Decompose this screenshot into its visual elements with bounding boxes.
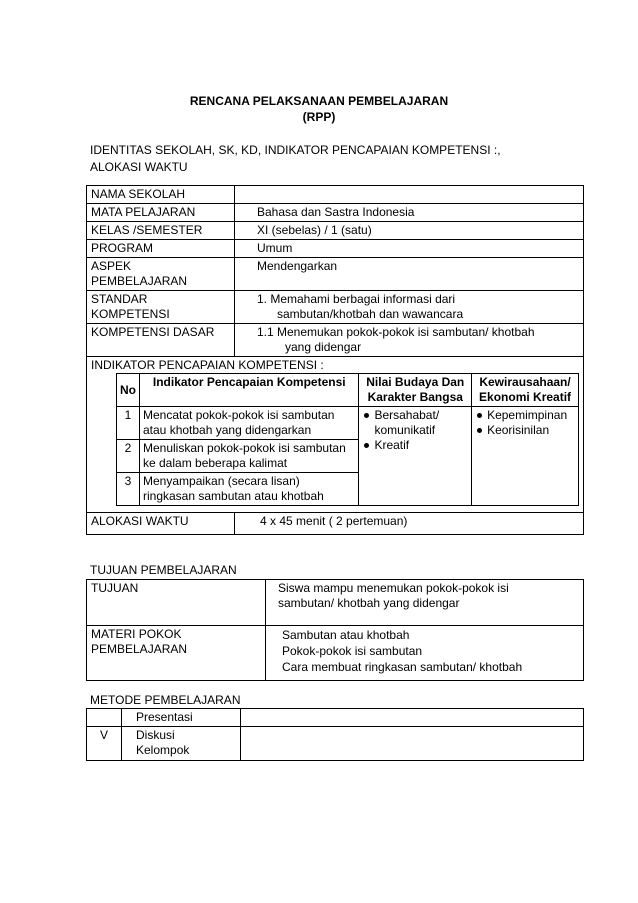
nama-sekolah-label: NAMA SEKOLAH xyxy=(87,186,235,204)
row-3-indikator: Menyampaikan (secara lisan) ringkasan sambutan atau khotbah xyxy=(140,473,359,506)
kelas-label: KELAS /SEMESTER xyxy=(87,222,235,240)
kewira-item: Kepemimpinan xyxy=(475,408,575,423)
metode-extra xyxy=(241,709,584,727)
metode-label: Diskusi Kelompok xyxy=(122,727,241,761)
kewira-cell xyxy=(472,407,579,506)
tujuan-heading: TUJUAN PEMBELAJARAN xyxy=(90,563,237,577)
col-budaya: Nilai Budaya Dan Karakter Bangsa xyxy=(359,374,472,407)
metode-mark: V xyxy=(87,727,122,761)
materi-item: Sambutan atau khotbah xyxy=(282,628,410,642)
standar-value: 1. Memahami berbagai informasi dari sambutan/khotbah dan wawancara xyxy=(235,291,584,324)
materi-item: Cara membuat ringkasan sambutan/ khotbah xyxy=(282,660,523,674)
metode-table xyxy=(86,708,584,761)
nama-sekolah-value xyxy=(235,186,584,204)
aspek-label: ASPEK PEMBELAJARAN xyxy=(87,258,235,291)
budaya-item: Bersahabat/ komunikatif xyxy=(362,408,468,438)
metode-heading: METODE PEMBELAJARAN xyxy=(90,693,241,707)
materi-value xyxy=(266,626,584,681)
alokasi-value: 4 x 45 menit ( 2 pertemuan) xyxy=(235,513,584,535)
program-value: Umum xyxy=(235,240,584,258)
alokasi-label: ALOKASI WAKTU xyxy=(87,513,235,535)
metode-extra xyxy=(241,727,584,761)
identitas-table xyxy=(86,185,584,535)
tujuan-label: TUJUAN xyxy=(87,580,266,626)
identitas-heading-line2: ALOKASI WAKTU xyxy=(90,160,188,174)
row-1-no: 1 xyxy=(117,407,140,440)
indikator-table xyxy=(116,373,579,506)
kewira-item: Keorisinilan xyxy=(475,423,575,438)
budaya-cell xyxy=(359,407,472,506)
mata-pelajaran-value: Bahasa dan Sastra Indonesia xyxy=(235,204,584,222)
kd-label: KOMPETENSI DASAR xyxy=(87,324,235,357)
indikator-section xyxy=(87,357,584,513)
budaya-item: Kreatif xyxy=(362,438,468,453)
doc-title: RENCANA PELAKSANAAN PEMBELAJARAN xyxy=(189,94,449,108)
row-2-no: 2 xyxy=(117,440,140,473)
standar-label: STANDAR KOMPETENSI xyxy=(87,291,235,324)
doc-subtitle: (RPP) xyxy=(302,110,336,124)
identitas-heading-line1: IDENTITAS SEKOLAH, SK, KD, INDIKATOR PENCAPAIAN KOMPETENSI :, xyxy=(90,143,501,157)
aspek-value: Mendengarkan xyxy=(235,258,584,291)
program-label: PROGRAM xyxy=(87,240,235,258)
tujuan-table xyxy=(86,579,584,681)
kd-value: 1.1 Menemukan pokok-pokok isi sambutan/ khotbah yang didengar xyxy=(235,324,584,357)
col-no: No xyxy=(117,374,140,407)
materi-label: MATERI POKOK PEMBELAJARAN xyxy=(87,626,266,681)
mata-pelajaran-label: MATA PELAJARAN xyxy=(87,204,235,222)
row-2-indikator: Menuliskan pokok-pokok isi sambutan ke dalam beberapa kalimat xyxy=(140,440,359,473)
kelas-value: XI (sebelas) / 1 (satu) xyxy=(235,222,584,240)
metode-mark xyxy=(87,709,122,727)
row-1-indikator: Mencatat pokok-pokok isi sambutan atau khotbah yang didengarkan xyxy=(140,407,359,440)
materi-item: Pokok-pokok isi sambutan xyxy=(282,644,423,658)
col-kewira: Kewirausahaan/ Ekonomi Kreatif xyxy=(472,374,579,407)
metode-label: Presentasi xyxy=(122,709,241,727)
tujuan-value: Siswa mampu menemukan pokok-pokok isi sambutan/ khotbah yang didengar xyxy=(266,580,584,626)
row-3-no: 3 xyxy=(117,473,140,506)
indikator-heading: INDIKATOR PENCAPAIAN KOMPETENSI : xyxy=(91,358,324,372)
col-indikator: Indikator Pencapaian Kompetensi xyxy=(140,374,359,407)
